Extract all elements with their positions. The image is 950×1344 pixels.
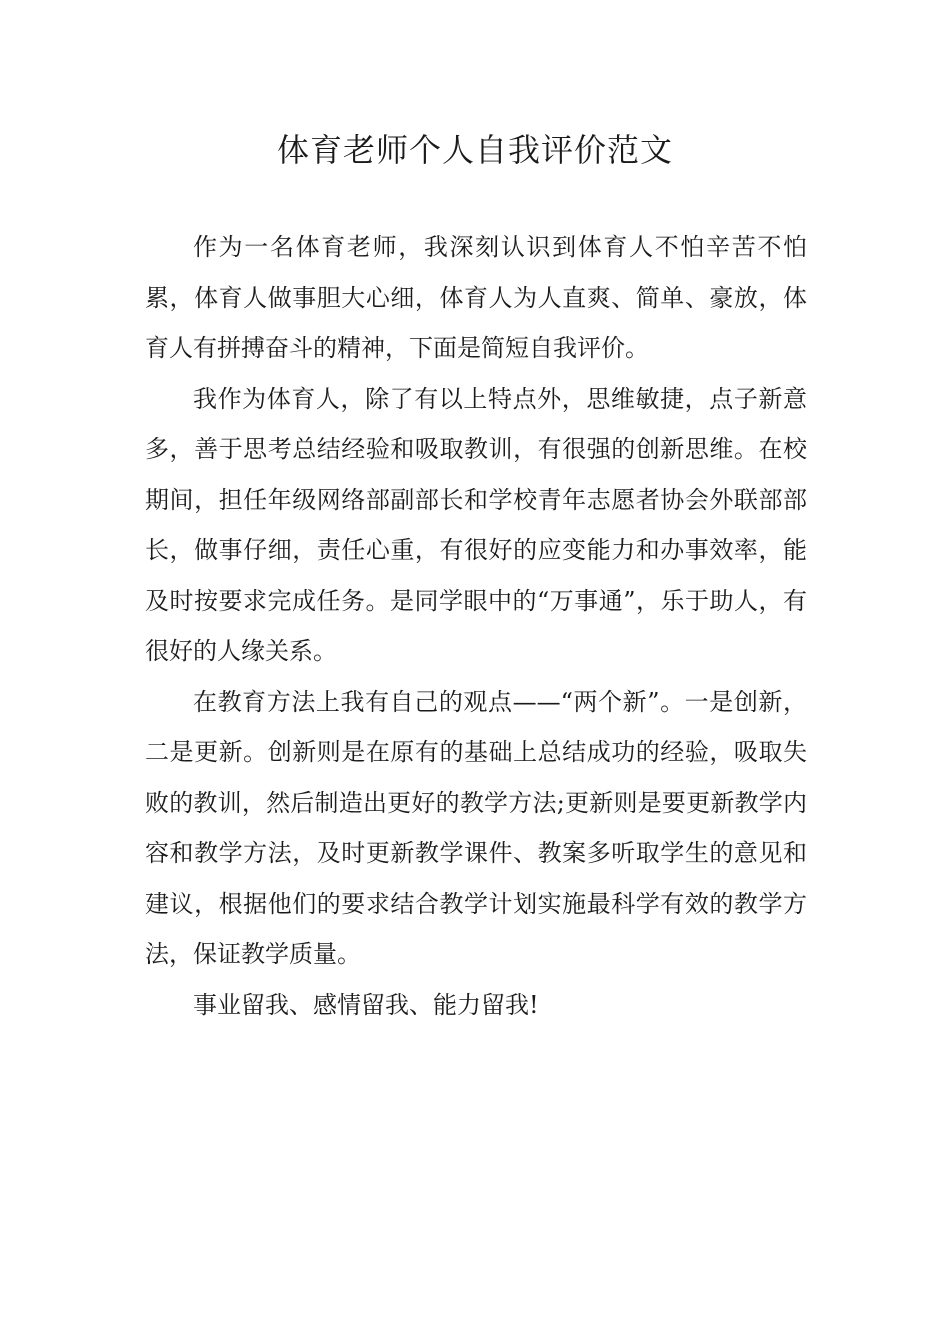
paragraph-intro: 作为一名体育老师，我深刻认识到体育人不怕辛苦不怕累，体育人做事胆大心细，体育人为人直爽、简单、豪放，体育人有拼搏奋斗的精神，下面是简短自我评价。	[145, 233, 807, 362]
document-title: 体育老师个人自我评价范文	[276, 131, 673, 169]
document-body	[145, 222, 807, 1030]
paragraph-traits: 我作为体育人，除了有以上特点外，思维敏捷，点子新意多，善于思考总结经验和吸取教训，有很强的创新思维。在校期间，担任年级网络部副部长和学校青年志愿者协会外联部部长，做事仔细，责任心重，有很好的应变能力和办事效率，能及时按要求完成任务。是同学眼中的“万事通”，乐于助人，有很好的人缘关系。	[145, 384, 807, 665]
paragraph-closing: 事业留我、感情留我、能力留我!	[193, 990, 539, 1019]
paragraph-teaching-methods: 在教育方法上我有自己的观点——“两个新”。一是创新，二是更新。创新则是在原有的基础上总结成功的经验，吸取失败的教训，然后制造出更好的教学方法;更新则是要更新教学内容和教学方法，及时更新教学课件、教案多听取学生的意见和建议，根据他们的要求结合教学计划实施最科学有效的教学方法，保证教学质量。	[145, 687, 807, 968]
